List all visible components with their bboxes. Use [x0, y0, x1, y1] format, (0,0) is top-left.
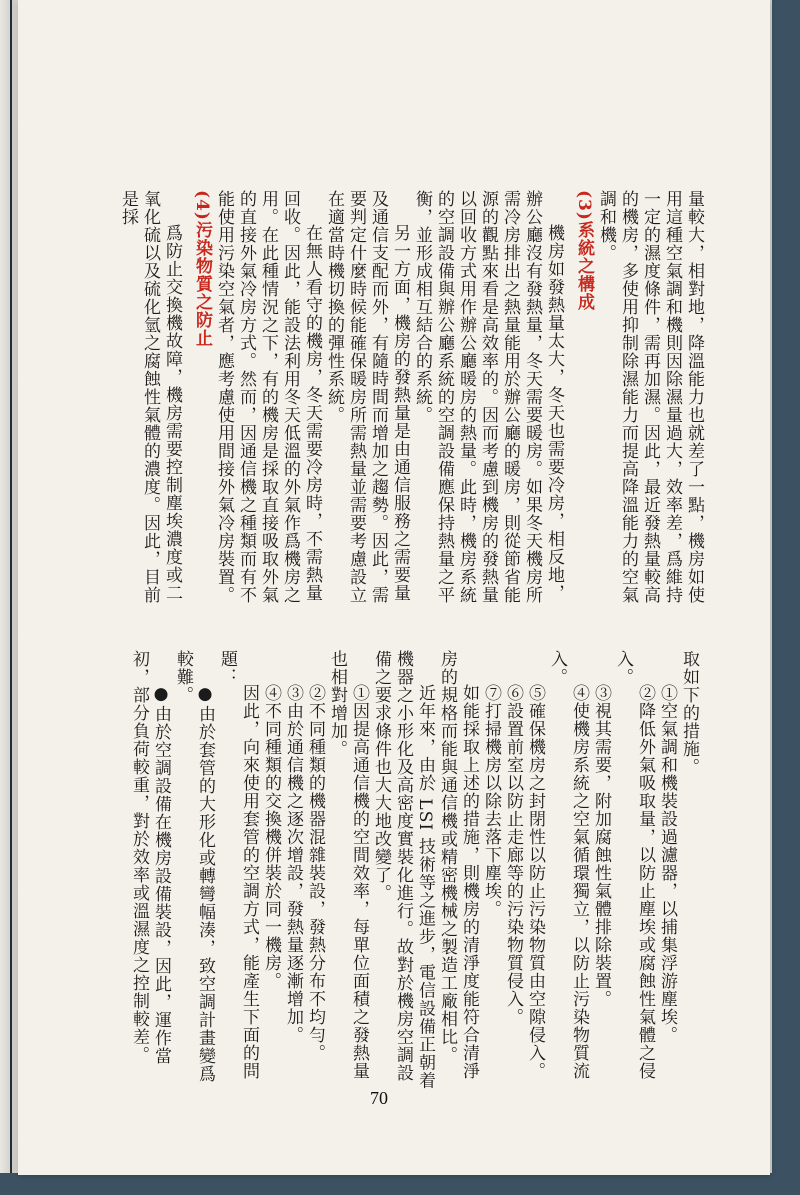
book-cover-bottom — [0, 1173, 800, 1195]
page-number: 70 — [370, 1088, 388, 1108]
paragraph-cleanroom: 如能採取上述的措施，則機房的清淨度能符合清淨房的規格而能與通信機或精密機械之製造工廠相比。 — [437, 650, 479, 1080]
list-item: ④使機房系統之空氣循環獨立，以防止污染物質流入。 — [547, 650, 589, 1080]
section-heading-pollution: (4)污染物質之防止 — [192, 190, 212, 347]
paragraph-measures-intro: 取如下的措施。 — [679, 650, 699, 776]
paragraph-heat-growth: 另一方面，機房的發熱量是由通信服務之需要量及通信支配而外，有隨時間而增加之趨勢。因此，需要判定什麼時候能確保暖房所需熱量並需要考慮設立在適當時機切換的彈性系統。 — [324, 190, 410, 604]
bullet-item: ●由於套管的大形化或轉彎幅湊，致空調計畫變爲較難。 — [173, 650, 215, 1083]
list-item: ⑤確保機房之封閉性以防止污染物質由空隙侵入。 — [525, 684, 545, 1080]
section-heading-system: (3)系統之構成 — [574, 190, 594, 311]
bullet-item: ●由於空調設備在機房設備裝設，因此，運作當初，部分負荷較重，對於效率或溫濕度之控制較差。 — [129, 650, 171, 1065]
list-item: ③視其需要，附加腐蝕性氣體排除裝置。 — [591, 684, 611, 1008]
paragraph-continued: 量較大，相對地，降溫能力也就差了一點，機房如使用這種空氣調和機則因除濕量過大，效率差，爲維持一定的濕度條件，需再加濕。因此，最近發熱量較高的機房，多使用抑制除濕能力而提高降溫能力的空氣調和機。 — [596, 190, 704, 604]
list-item: ⑥設置前室以防止走廊等的污染物質侵入。 — [503, 684, 523, 1026]
list-item: ④不同種類的交換機併裝於同一機房。 — [261, 684, 281, 990]
paragraph-outdoor-air: 在無人看守的機房，冬天需要冷房時，不需熱量回收。因此，能設法利用冬天低溫的外氣作爲機房之用。在此種情況之下，有的機房是採取直接吸取外氣的直接外氣冷房方式。然而，因通信機之種類而有不能使用污染空氣者，應考慮使用間接外氣冷房裝置。 — [214, 190, 322, 604]
paragraph-lsi: 近年來，由於 LSI 技術等之進步，電信設備正朝着機器之小形化及高密度實裝化進行。故對於機房空調設備之要求條件也大大地改變了。 — [371, 650, 435, 1090]
spine-line — [10, 0, 12, 1195]
paragraph-pollution: 爲防止交換機故障，機房需要控制塵埃濃度或二氧化硫以及硫化氫之腐蝕性氣體的濃度。因此，目前是採 — [118, 190, 182, 604]
list-item: ①空氣調和機裝設過濾器，以捕集浮游塵埃。 — [657, 684, 677, 1044]
paragraph-duct-problems: 因此，向來使用套管的空調方式，能產生下面的問題： — [217, 650, 259, 1080]
list-item: ⑦打掃機房以除去落下塵埃。 — [481, 684, 501, 918]
list-item: ②不同種類的機器混雜裝設，發熱分布不均勻。 — [305, 684, 325, 1062]
upper-text-block — [118, 190, 705, 610]
list-item: ③由於通信機之逐次增設，發熱量逐漸增加。 — [283, 684, 303, 1044]
list-item: ②降低外氣吸取量，以防止塵埃或腐蝕性氣體之侵入。 — [613, 650, 655, 1080]
paragraph-heat-recovery: 機房如發熱量太大，冬天也需要冷房，相反地，辦公廳沒有發熱量，冬天需要暖房。如果冬天機房所需冷房排出之熱量能用於辦公廳的暖房，則從節省能源的觀點來看是高效率的。因而考慮到機房的發熱量以回收方式用作辦公廳暖房的熱量。此時，機房系統的空調設備與辦公廳系統的空調設備應保持熱量之平衡，並形成相互結合的系統。 — [412, 190, 564, 604]
list-item: ①因提高通信機的空間效率，每單位面積之發熱量也相對增加。 — [327, 650, 369, 1080]
lower-text-block — [90, 650, 700, 1090]
